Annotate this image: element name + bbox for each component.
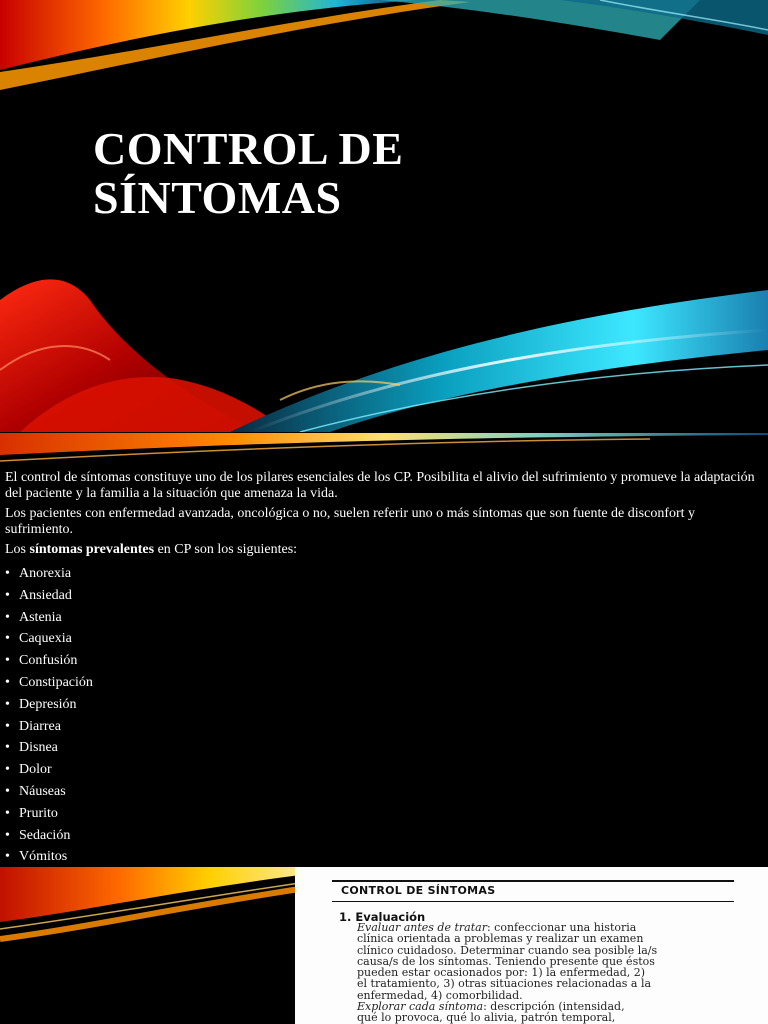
symptom-item [5,803,763,825]
document-page [295,867,768,1024]
section-number: 1. [339,910,352,924]
bullet-marker: • [5,805,10,821]
content-slide [0,433,768,866]
section-text [357,922,737,1024]
document-line-text: causa/s de los síntomas. Teniendo presente que éstos [357,954,655,968]
document-slide [0,867,768,1024]
document-line-text: clínica orientada a problemas y realizar un examen [357,932,644,946]
document-line-emphasis: Evaluar antes de tratar [357,921,487,934]
document-line-text: enfermedad, 4) comorbilidad. [357,988,523,1002]
symptom-item [5,737,763,759]
symptom-label: Anorexia [19,566,72,581]
document-line-emphasis: Explorar cada síntoma [357,1000,484,1014]
symptom-item [5,563,763,585]
bullet-marker: • [5,587,10,603]
symptom-label: Diarrea [19,718,61,734]
symptom-item [5,846,763,866]
patients-paragraph: Los pacientes con enfermedad avanzada, oncológica o no, suelen referir uno o más síntomas que son fuente de disconfort y sufrimiento. [5,506,696,537]
symptom-item [5,628,763,650]
document-line-text: : descripción (intensidad, [483,1000,625,1014]
symptom-item [5,585,763,607]
bullet-marker: • [5,740,10,756]
title-line-2: SÍNTOMAS [93,172,342,223]
symptom-label: Depresión [19,696,77,712]
symptom-label: Dolor [19,762,52,778]
symptom-label: Náuseas [19,783,66,799]
symptom-label: Constipación [19,674,93,690]
left-ribbon-decoration [0,867,300,1024]
symptom-label: Confusión [19,653,78,669]
symptom-label: Vómitos [19,849,68,865]
bullet-marker: • [5,609,10,625]
lead-suffix: en CP son los siguientes: [154,542,298,557]
symptoms-lead [5,542,763,558]
symptom-label: Caquexia [19,631,72,647]
bullet-marker: • [5,849,10,865]
slide-title [93,124,403,222]
document-line-text: pueden estar ocasionados por: 1) la enfermedad, 2) [357,966,646,980]
bullet-marker: • [5,718,10,734]
bullet-marker: • [5,566,10,581]
document-line-text: el tratamiento, 3) otras situaciones relacionadas a la [357,977,652,991]
top-ribbon-decoration [0,433,768,473]
lead-prefix: Los [5,542,30,557]
symptom-item [5,607,763,629]
symptom-item [5,716,763,738]
symptom-label: Ansiedad [19,587,72,603]
document-line-text: clínico cuidadoso. Determinar cuando sea posible la/s [357,943,658,957]
symptom-item [5,650,763,672]
content-body [5,470,763,866]
bullet-marker: • [5,762,10,778]
bullet-marker: • [5,653,10,669]
title-line-1: CONTROL DE [93,123,404,174]
bullet-marker: • [5,783,10,799]
bullet-marker: • [5,674,10,690]
intro-paragraph: El control de síntomas constituye uno de los pilares esenciales de los CP. Posibilita el alivio del sufrimiento y promueve la adaptación del paciente y la familia a la situación que amenaza la vida. [5,470,755,501]
symptom-label: Prurito [19,805,58,821]
symptom-label: Sedación [19,827,71,843]
symptom-item [5,759,763,781]
bullet-marker: • [5,696,10,712]
heading-top-rule [332,880,734,882]
title-slide [0,0,768,432]
heading-bottom-rule [332,901,734,902]
document-line-text: qué lo provoca, qué lo alivia, patrón temporal, [357,1011,616,1024]
symptom-item [5,672,763,694]
document-line-text: : confeccionar una historia [486,921,637,934]
lead-bold: síntomas prevalentes [29,542,155,557]
symptom-item [5,694,763,716]
bullet-marker: • [5,827,10,843]
symptom-item [5,825,763,847]
symptom-list [5,563,763,866]
bullet-marker: • [5,631,10,647]
symptom-label: Astenia [19,609,62,625]
symptom-label: Disnea [19,740,58,756]
section-title: Evaluación [355,910,426,924]
document-heading: CONTROL DE SÍNTOMAS [341,884,496,897]
symptom-item [5,781,763,803]
document-line [357,1012,737,1023]
